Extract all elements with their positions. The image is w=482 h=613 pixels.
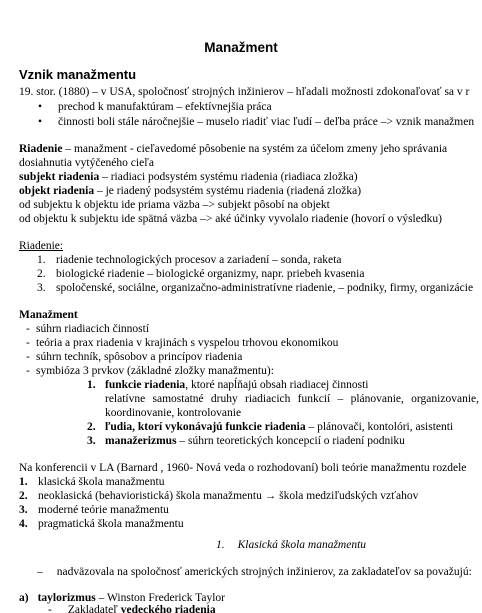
section-intro: 19. stor. (1880) – v USA, spoločnosť strojných inžinierov – hľadali možnosti zdokonaľovať sa v r bbox=[19, 86, 470, 98]
component-term: manažerizmus bbox=[105, 435, 177, 447]
bullet-text: činnosti boli stále náročnejšie – muselo riadiť viac ľudí – deľba práce –> vznik manažmen bbox=[58, 116, 475, 128]
list-item-text: spoločenské, sociálne, organizačno-administratívne riadenie, – podniky, firmy, organizácie bbox=[56, 282, 474, 294]
bullet-icon: • bbox=[38, 101, 43, 113]
riadenie-def: – manažment - cieľavedomé pôsobenie na systém za účelom zmeny jeho správania bbox=[62, 143, 448, 155]
objekt-def: – je riadený podsystém systému riadenia (riadená zložka) bbox=[94, 185, 362, 197]
riadenie-definition bbox=[19, 143, 482, 156]
dash-item-text: súhrn riadiacich činností bbox=[36, 323, 150, 335]
konferencia-intro: Na konferencii v LA (Barnard , 1960- Nová veda o rozhodovaní) boli teórie manažmentu rozdele bbox=[19, 462, 467, 474]
objekt-riadenia-line bbox=[19, 185, 361, 198]
list-item-text: riadenie technologických procesov a zariadení – sonda, raketa bbox=[56, 254, 342, 266]
list-item-text: biologické riadenie – biologické organizmy, napr. priebeh kvasenia bbox=[56, 268, 365, 280]
dash-item-text: súhrn techník, spôsobov a princípov riadenia bbox=[36, 351, 243, 363]
riadenie-term: Riadenie bbox=[19, 143, 63, 155]
taylorizmus-sub: - Zakladateľ vedeckého riadenia bbox=[48, 604, 216, 613]
component-text: – súhrn teoretických koncepcií o riadení podniku bbox=[176, 435, 405, 447]
page-title: Manažment bbox=[204, 40, 278, 55]
klasicka-dash-item: – nadväzovala na spoločnosť amerických strojných inžinierov, za zakladateľov sa považujú: bbox=[37, 566, 472, 578]
document-page: Manažment Vznik manažmentu 19. stor. (1880) – v USA, spoločnosť strojných inžinierov – hľadali možnosti zdokonaľovať sa v r • prechod k manufaktúram – efektívnejšia práca • činnosti boli stále náročnejšie – muselo riadiť viac ľudí – deľba práce –> vznik manažmen Riadenie – manažment - cieľavedomé pôsobenie na systém za účelom zmeny jeho správania dosiahnutia vytýčeného cieľa subjekt riadenia – riadiaci podsystém systému riadenia (riadiaca zložka) objekt riadenia – je riadený podsystém systému riadenia (riadená zložka) od subjektu k objektu ide priama väzba –> subjekt pôsobí na objekt od objektu k subjektu ide spätná väzba –> aké účinky vyvolalo riadenie (hovorí o výsledku) Riadenie: 1. riadenie technologických procesov a zariadení – sonda, raketa 2. biologické riadenie – biologické organizmy, napr. priebeh kvasenia 3. spoločenské, sociálne, organizačno-administratívne riadenie, – podniky, firmy, organizácie Manažment - súhrn riadiacich činností - teória a prax riadenia v krajinách s vyspelou trhovou ekonomikou - súhrn techník, spôsobov a princípov riadenia - symbióza 3 prvkov (základné zložky manažmentu): 1. funkcie riadenia, ktoré napĺňajú obsah riadiacej činnosti relatívne samostatné druhy riadiacich funkcií – plánovanie, organizovanie, koordinovanie, kontrolovanie 2. ľudia, ktorí vykonávajú funkcie riadenia – plánovači, kontolóri, asistenti 3. manažerizmus – súhrn teoretických koncepcií o riadení podniku Na konferencii v LA (Barnard , 1960- Nová veda o rozhodovaní) boli teórie manažmentu rozdele 1. klasická škola manažmentu 2. neoklasická (behavioristická) škola manažmentu → škola medziľudských vzťahov 3. moderné teórie manažmentu 4. pragmatická škola manažmentu 1. Klasická škola manažmentu – nadväzovala na spoločnosť amerických strojných inžinierov, za zakladateľov sa považujú: a) taylorizmus – Winston Frederick Taylor - Zakladateľ vedeckého riadenia bbox=[0, 0, 482, 613]
bullet-text: prechod k manufaktúram – efektívnejšia práca bbox=[58, 101, 272, 113]
riadenie-list-heading: Riadenie: bbox=[19, 240, 64, 252]
component-text: – plánovači, kontolóri, asistenti bbox=[305, 421, 454, 433]
dash-item-text: symbióza 3 prvkov (základné zložky manažmentu): bbox=[36, 365, 274, 377]
component-term: ľudia, ktorí vykonávajú funkcie riadenia bbox=[105, 421, 306, 433]
taylorizmus-line: a) taylorizmus – Winston Frederick Taylor bbox=[19, 592, 225, 604]
subjekt-riadenia-line bbox=[19, 171, 358, 184]
subsection-heading: 1. Klasická škola manažmentu bbox=[216, 539, 367, 551]
manazment-heading: Manažment bbox=[19, 309, 78, 321]
dash-item-text: teória a prax riadenia v krajinách s vyspelou trhovou ekonomikou bbox=[36, 337, 339, 349]
subjekt-term: subjekt riadenia bbox=[19, 171, 100, 183]
objekt-term: objekt riadenia bbox=[19, 185, 95, 197]
component-text: , ktoré napĺňajú obsah riadiacej činnosti bbox=[185, 379, 369, 391]
taylorizmus-term: taylorizmus bbox=[37, 592, 96, 604]
section-heading-vznik: Vznik manažmentu bbox=[19, 67, 137, 82]
riadenie-definition-cont: dosiahnutia vytýčeného cieľa bbox=[19, 157, 154, 169]
priama-vazba-line: od subjektu k objektu ide priama väzba –> subjekt pôsobí na objekt bbox=[19, 199, 330, 211]
bullet-icon: • bbox=[38, 116, 43, 128]
component-cont: koordinovanie, kontrolovanie bbox=[105, 407, 242, 419]
subjekt-def: – riadiaci podsystém systému riadenia (riadiaca zložka) bbox=[99, 171, 358, 183]
component-term: funkcie riadenia bbox=[105, 379, 186, 391]
spatna-vazba-line: od objektu k subjektu ide spätná väzba –> aké účinky vyvolalo riadenie (hovorí o výsledku) bbox=[19, 213, 442, 225]
component-cont: relatívne samostatné druhy riadiacich funkcií – plánovanie, organizovanie, bbox=[105, 393, 479, 405]
